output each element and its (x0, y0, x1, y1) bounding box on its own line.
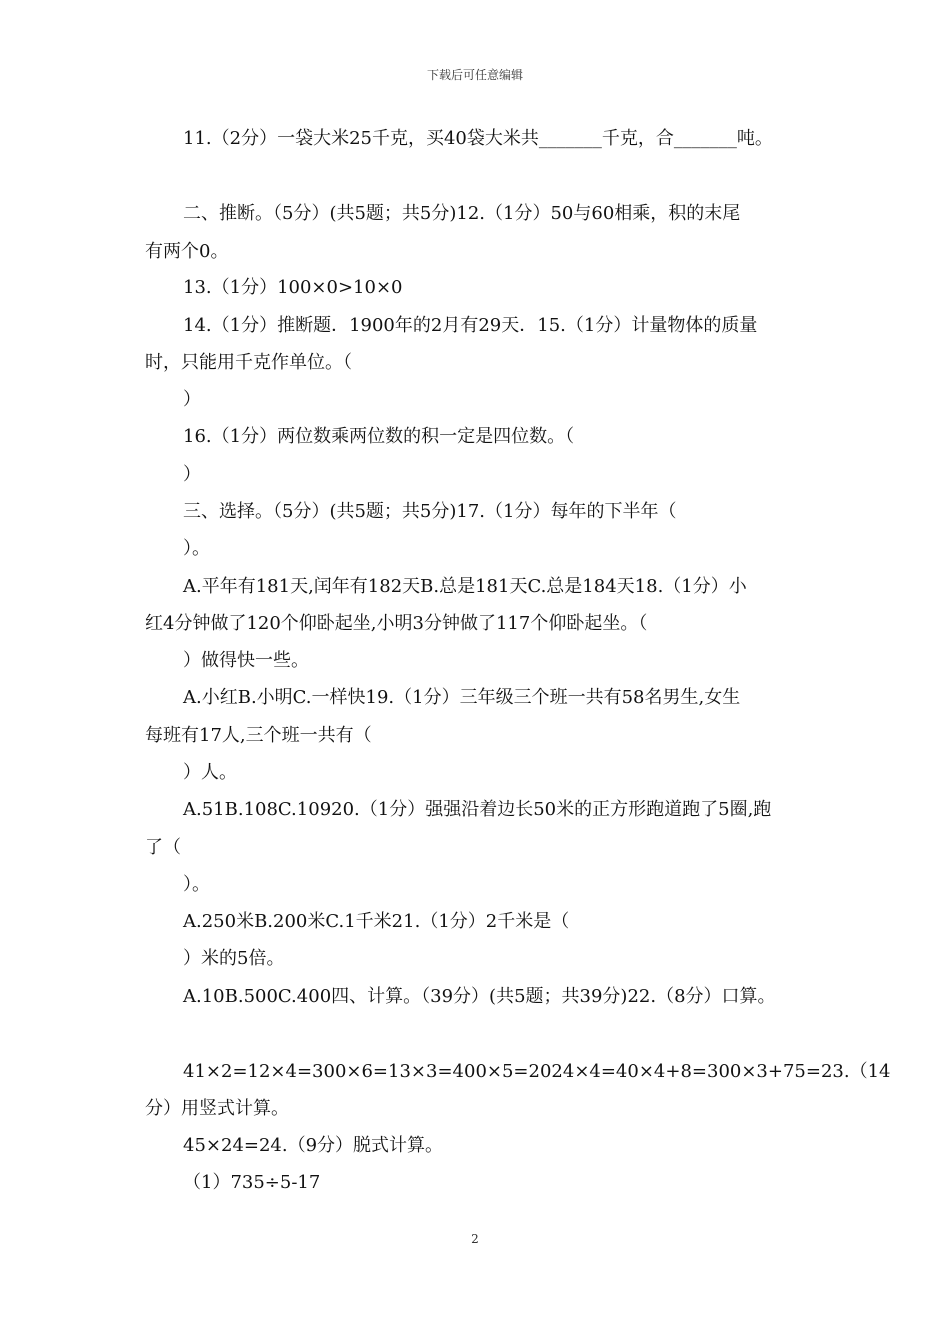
question-16: 16.（1分）两位数乘两位数的积一定是四位数。（ (183, 426, 575, 447)
question-12-cont: 有两个0。 (145, 241, 229, 262)
answer-paren-15: ） (183, 389, 201, 410)
answer-paren-21: ）米的5倍。 (183, 948, 285, 969)
answer-paren-20: ）。 (183, 874, 210, 895)
options-17: A.平年有181天,闰年有182天B.总是181天C.总是184天18.（1分）小 (183, 576, 747, 597)
question-23-cont: 分）用竖式计算。 (145, 1098, 289, 1119)
section-2-heading: 二、推断。（5分）(共5题；共5分)12.（1分）50与60相乘，积的末尾 (183, 203, 741, 224)
question-19-cont: 每班有17人,三个班一共有（ (145, 725, 372, 746)
question-18-cont: 红4分钟做了120个仰卧起坐,小明3分钟做了117个仰卧起坐。（ (145, 613, 648, 634)
question-13: 13.（1分）100×0>10×0 (183, 277, 403, 298)
question-24-part-1: （1）735÷5-17 (183, 1172, 321, 1193)
oral-calculation: 41×2=12×4=300×6=13×3=400×5=2024×4=40×4+8=300×3+75=23.（14 (183, 1061, 891, 1082)
question-20-cont: 了（ (145, 837, 181, 858)
answer-paren-19: ）人。 (183, 762, 237, 783)
header-note: 下载后可任意编辑 (426, 68, 523, 82)
section-3-heading: 三、选择。（5分）(共5题；共5分)17.（1分）每年的下半年（ (183, 501, 677, 522)
question-24: 45×24=24.（9分）脱式计算。 (183, 1135, 444, 1156)
question-11: 11.（2分）一袋大米25千克，买40袋大米共_______千克，合_______吨。 (183, 128, 773, 149)
answer-paren-18: ）做得快一些。 (183, 650, 309, 671)
options-20: A.250米B.200米C.1千米21.（1分）2千米是（ (183, 911, 570, 932)
question-15-cont: 时，只能用千克作单位。（ (145, 352, 352, 373)
page-number: 2 (471, 1232, 479, 1246)
answer-paren-16: ） (183, 464, 201, 485)
question-14: 14.（1分）推断题．1900年的2月有29天．15.（1分）计量物体的质量 (183, 315, 758, 336)
options-21: A.10B.500C.400四、计算。（39分）(共5题；共39分)22.（8分）口算。 (183, 986, 776, 1007)
answer-paren-17: ）。 (183, 538, 210, 559)
options-18: A.小红B.小明C.一样快19.（1分）三年级三个班一共有58名男生,女生 (183, 687, 741, 708)
options-19: A.51B.108C.10920.（1分）强强沿着边长50米的正方形跑道跑了5圈,跑 (183, 799, 772, 820)
